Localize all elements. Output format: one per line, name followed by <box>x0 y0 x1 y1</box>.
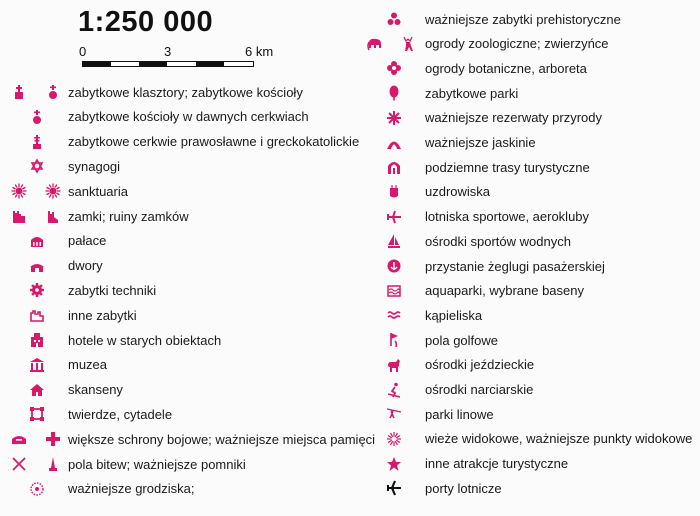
legend-item-label: ważniejsze rezerwaty przyrody <box>425 110 603 126</box>
monastery-icon <box>10 83 28 101</box>
legend-item <box>425 255 605 277</box>
elephant-icon <box>366 35 384 53</box>
legend-item <box>425 57 587 79</box>
legend-item <box>68 354 107 376</box>
battlefield-icon <box>10 455 28 473</box>
underground-route-icon <box>385 158 403 176</box>
legend-item-label: zabytkowe parki <box>425 85 519 101</box>
legend-item <box>68 453 246 475</box>
legend-item-label: zabytkowe cerkwie prawosławne i greckokatolickie <box>68 134 360 150</box>
scale-label-6km: 6 km <box>245 44 274 59</box>
legend-item <box>425 477 502 499</box>
church-icon <box>44 83 62 101</box>
legend-item <box>68 279 156 301</box>
legend-item-label: twierdze, cytadele <box>68 406 173 422</box>
legend-item <box>68 155 120 177</box>
monument-icon <box>44 455 62 473</box>
legend-item-label: ośrodki narciarskie <box>425 382 534 397</box>
legend-item-label: zabytkowe kościoły w dawnych cerkwiach <box>68 109 309 125</box>
other-monument-icon <box>28 306 46 324</box>
legend-item <box>68 205 189 227</box>
legend-item-label: zamki; ruiny zamków <box>68 208 189 224</box>
legend-item-label: parki linowe <box>425 406 494 422</box>
legend-item-label: zabytki techniki <box>68 282 157 298</box>
legend-item-label: ośrodki jeździeckie <box>425 357 535 373</box>
legend-item <box>68 478 194 500</box>
golf-icon <box>385 331 403 349</box>
sailing-icon <box>385 232 403 250</box>
spa-icon <box>385 183 403 201</box>
legend-item-label: ważniejsze jaskinie <box>425 135 536 150</box>
rope-park-icon <box>385 405 403 423</box>
scale-bar <box>82 61 254 67</box>
legend-item <box>425 230 571 252</box>
legend-item <box>68 403 172 425</box>
legend-item <box>425 379 533 401</box>
legend-item <box>425 354 534 376</box>
museum-icon <box>28 356 46 374</box>
deer-icon <box>399 35 417 53</box>
hillfort-icon <box>28 480 46 498</box>
legend-item-label: inne zabytki <box>68 307 137 323</box>
legend-item <box>68 180 128 202</box>
cave-icon <box>385 134 403 152</box>
legend-item <box>68 379 123 401</box>
legend-item-label: przystanie żeglugi pasażerskiej <box>425 258 605 274</box>
legend-item <box>425 181 490 203</box>
airport-icon <box>385 479 403 497</box>
legend-item <box>425 156 590 178</box>
castle-ruin-icon <box>44 207 62 225</box>
legend-item <box>68 428 375 450</box>
legend-item <box>425 428 692 450</box>
legend-item-label: podziemne trasy turystyczne <box>425 159 590 175</box>
legend-item <box>425 453 568 475</box>
orthodox-church-icon <box>28 133 46 151</box>
legend-item <box>425 206 589 228</box>
legend-item <box>68 131 359 153</box>
viewpoint-icon <box>385 430 403 448</box>
legend-item-label: ogrody zoologiczne; zwierzyńce <box>425 36 609 52</box>
legend-item-label: wieże widokowe, ważniejsze punkty widokowe <box>425 431 693 447</box>
legend-item-label: pałace <box>68 233 107 249</box>
legend-item <box>425 107 602 129</box>
historic-hotel-icon <box>28 331 46 349</box>
legend-item <box>425 8 621 30</box>
nature-reserve-icon <box>385 109 403 127</box>
sanctuary-icon <box>10 182 28 200</box>
legend-item-label: uzdrowiska <box>425 184 491 200</box>
church-former-orthodox-icon <box>28 108 46 126</box>
legend-item-label: większe schrony bojowe; ważniejsze miejsca pamięci <box>68 431 376 447</box>
legend-item-label: ważniejsze zabytki prehistoryczne <box>425 11 621 27</box>
scale-label-3: 3 <box>164 44 172 59</box>
legend-item-label: pola golfowe <box>425 332 498 348</box>
legend-item-label: synagogi <box>68 158 121 174</box>
legend-item <box>68 304 137 326</box>
legend-item <box>425 403 494 425</box>
fortress-icon <box>28 405 46 423</box>
bathing-icon <box>385 306 403 324</box>
flower-icon <box>385 59 403 77</box>
legend-item-label: kąpieliska <box>425 307 483 323</box>
manor-icon <box>28 257 46 275</box>
legend-item-label: pola bitew; ważniejsze pomniki <box>68 456 246 472</box>
tree-icon <box>385 84 403 102</box>
legend-item <box>68 106 309 128</box>
scale-title: 1:250 000 <box>78 6 214 38</box>
legend-item-label: dwory <box>68 258 103 274</box>
legend-item <box>425 304 482 326</box>
legend-item <box>425 132 536 154</box>
legend-item-label: hotele w starych obiektach <box>68 332 222 348</box>
aquapark-icon <box>385 282 403 300</box>
legend-item <box>68 81 303 103</box>
legend-item-label: ogrody botaniczne, arboreta <box>425 60 587 76</box>
ferry-icon <box>385 257 403 275</box>
legend-item <box>425 33 609 55</box>
star-icon <box>385 455 403 473</box>
legend-item <box>425 82 518 104</box>
legend-item-label: porty lotnicze <box>425 480 502 496</box>
legend-item-label: muzea <box>68 357 108 373</box>
legend-item <box>68 255 103 277</box>
legend-item-label: sanktuaria <box>68 183 128 199</box>
legend-item-label: ważniejsze grodziska; <box>68 481 195 497</box>
castle-icon <box>10 207 28 225</box>
legend-item-label: ośrodki sportów wodnych <box>425 233 571 249</box>
technical-monument-icon <box>28 281 46 299</box>
ski-icon <box>385 381 403 399</box>
prehistoric-icon <box>385 10 403 28</box>
legend-item-label: zabytkowe klasztory; zabytkowe kościoły <box>68 84 303 100</box>
sport-airfield-icon <box>385 208 403 226</box>
legend-item-label: aquaparki, wybrane baseny <box>425 283 584 299</box>
scale-label-0: 0 <box>79 44 87 59</box>
legend-item <box>68 329 221 351</box>
horse-icon <box>385 356 403 374</box>
legend-item <box>425 280 584 302</box>
palace-icon <box>28 232 46 250</box>
sanctuary-icon <box>44 182 62 200</box>
legend-item-label: inne atrakcje turystyczne <box>425 456 569 472</box>
legend-item-label: skanseny <box>68 382 123 398</box>
open-air-museum-icon <box>28 381 46 399</box>
memorial-cross-icon <box>44 430 62 448</box>
legend-item <box>68 230 106 252</box>
bunker-icon <box>10 430 28 448</box>
synagogue-icon <box>28 157 46 175</box>
legend-item-label: lotniska sportowe, aerokluby <box>425 209 590 225</box>
legend-item <box>425 329 498 351</box>
